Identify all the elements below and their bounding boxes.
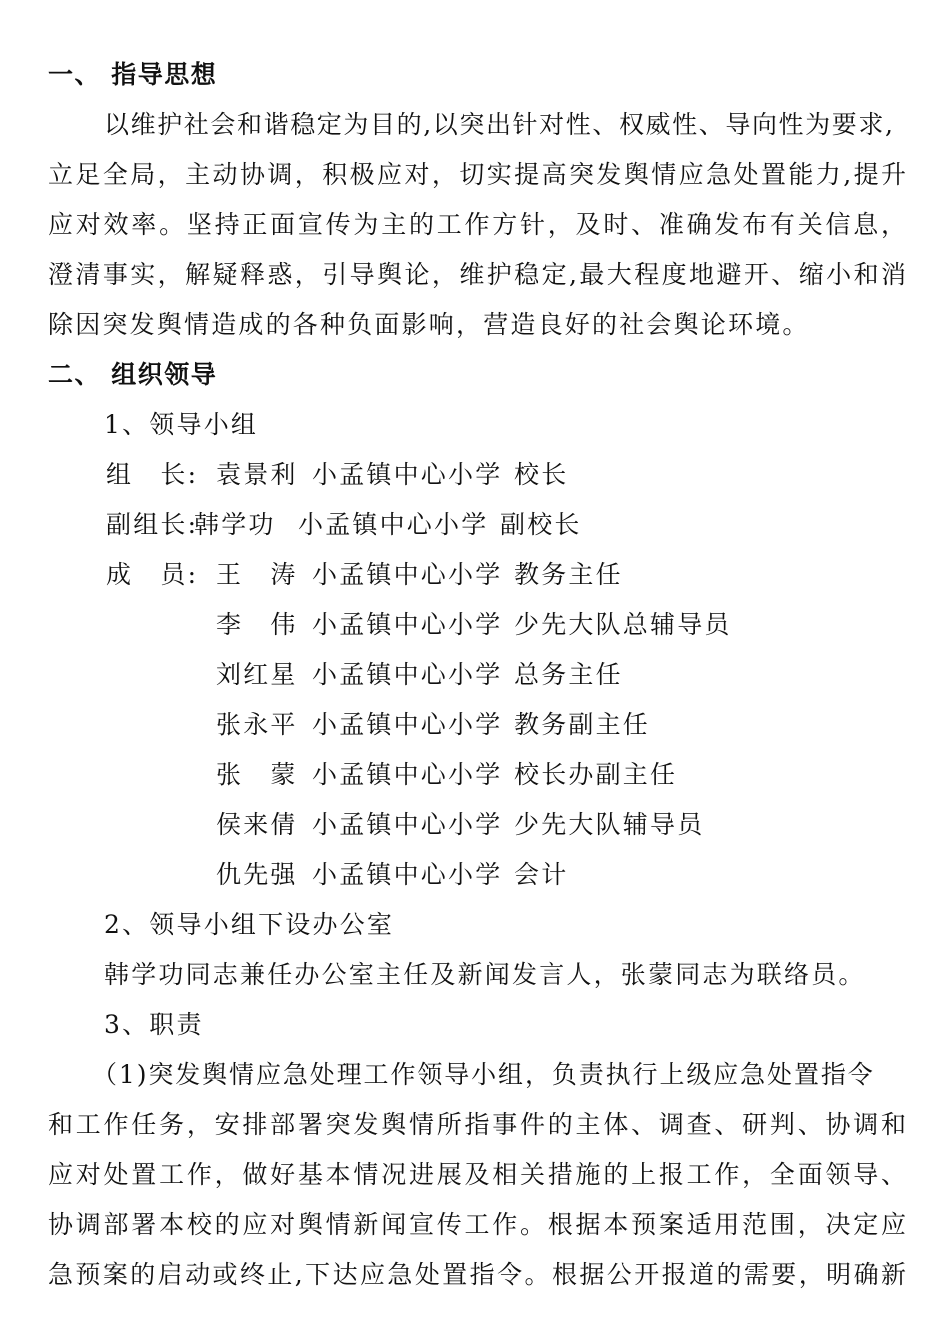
member-title: 少先大队辅导员 (514, 810, 705, 839)
member-name: 张 蒙 (216, 760, 298, 789)
member-name: 李 伟 (216, 610, 298, 639)
member-org: 小孟镇中心小学 (312, 660, 503, 689)
member-title: 副校长 (500, 510, 582, 539)
role-label: 成 员: (106, 560, 199, 589)
paragraph-line: 澄清事实，解疑释惑，引导舆论，维护稳定,最大程度地避开、缩小和消 (48, 260, 906, 289)
section-heading-organization: 二、 组织领导 (48, 360, 218, 389)
member-org: 小孟镇中心小学 (312, 610, 503, 639)
role-label: 组 长: (106, 460, 199, 489)
member-name: 侯来倩 (216, 810, 298, 839)
member-org: 小孟镇中心小学 (312, 860, 503, 889)
duty-line: 和工作任务，安排部署突发舆情所指事件的主体、调查、研判、协调和 (48, 1110, 906, 1139)
duty-line: 急预案的启动或终止,下达应急处置指令。根据公开报道的需要，明确新 (48, 1260, 906, 1289)
member-name: 仇先强 (216, 860, 298, 889)
subsection-title-duties: 3、职责 (104, 1010, 204, 1039)
duty-line: （1)突发舆情应急处理工作领导小组，负责执行上级应急处置指令 (92, 1060, 875, 1089)
member-org: 小孟镇中心小学 (312, 760, 503, 789)
member-title: 总务主任 (514, 660, 623, 689)
member-name: 张永平 (216, 710, 298, 739)
duty-line: 协调部署本校的应对舆情新闻宣传工作。根据本预案适用范围，决定应 (48, 1210, 906, 1239)
member-org: 小孟镇中心小学 (312, 560, 503, 589)
member-name: 袁景利 (216, 460, 298, 489)
paragraph-line: 应对效率。坚持正面宣传为主的工作方针，及时、准确发布有关信息， (48, 210, 906, 239)
member-title: 教务副主任 (514, 710, 651, 739)
paragraph-line: 以维护社会和谐稳定为目的,以突出针对性、权威性、导向性为要求, (104, 110, 895, 139)
member-title: 少先大队总辅导员 (514, 610, 732, 639)
section-heading-guiding-thought: 一、 指导思想 (48, 60, 218, 89)
duty-line: 应对处置工作，做好基本情况进展及相关措施的上报工作，全面领导、 (48, 1160, 906, 1189)
member-title: 会计 (514, 860, 569, 889)
member-org: 小孟镇中心小学 (298, 510, 489, 539)
member-title: 校长 (514, 460, 569, 489)
member-org: 小孟镇中心小学 (312, 460, 503, 489)
role-label: 副组长: (106, 510, 199, 539)
member-title: 校长办副主任 (514, 760, 678, 789)
member-name: 韩学功 (194, 510, 276, 539)
subsection-title-office: 2、领导小组下设办公室 (104, 910, 395, 939)
subsection-title-leading-group: 1、领导小组 (104, 410, 259, 439)
member-name: 王 涛 (216, 560, 298, 589)
paragraph-line: 除因突发舆情造成的各种负面影响，营造良好的社会舆论环境。 (48, 310, 810, 339)
member-name: 刘红星 (216, 660, 298, 689)
paragraph-line: 立足全局，主动协调，积极应对，切实提高突发舆情应急处置能力,提升 (48, 160, 906, 189)
member-title: 教务主任 (514, 560, 623, 589)
office-description: 韩学功同志兼任办公室主任及新闻发言人，张蒙同志为联络员。 (104, 960, 866, 989)
member-org: 小孟镇中心小学 (312, 810, 503, 839)
member-org: 小孟镇中心小学 (312, 710, 503, 739)
